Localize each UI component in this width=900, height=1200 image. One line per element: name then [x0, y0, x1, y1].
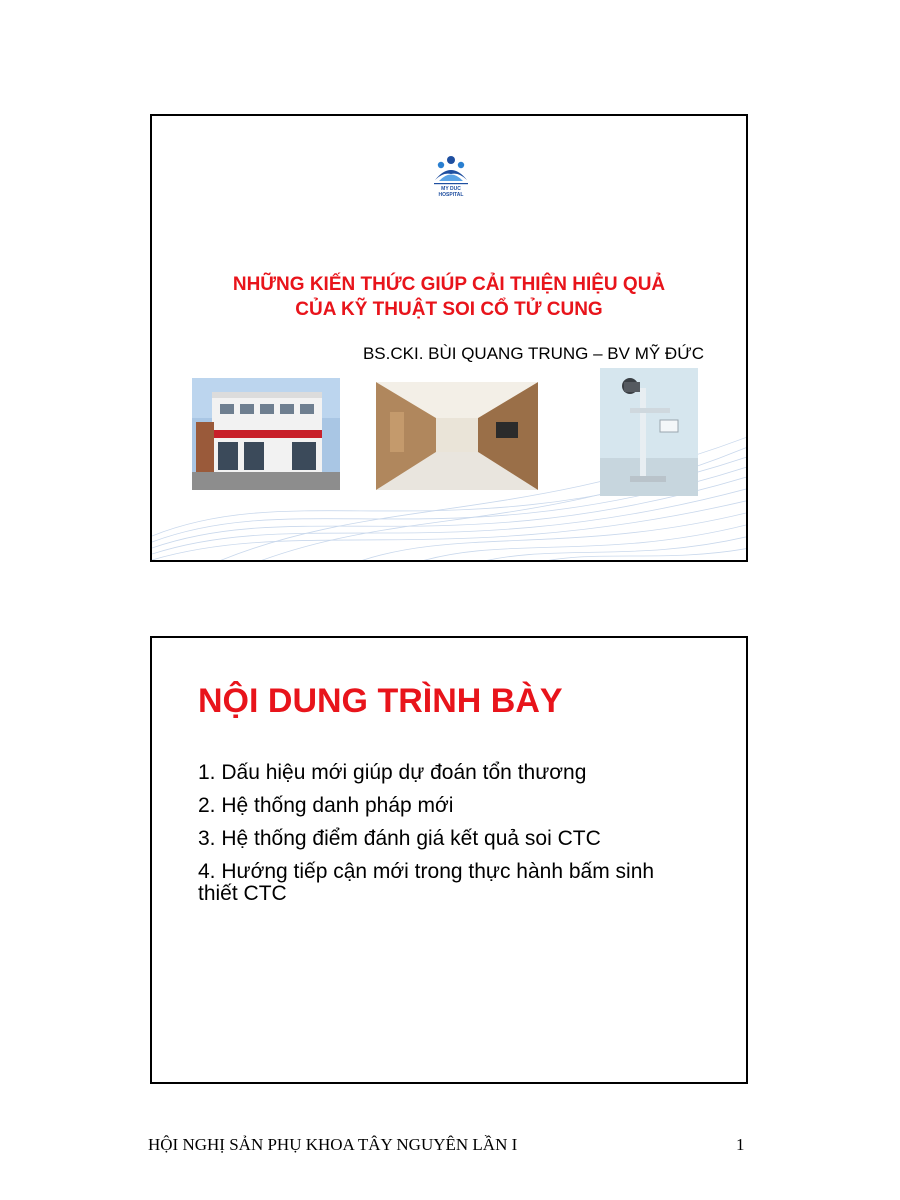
slide-title — [152, 272, 746, 322]
hospital-corridor-photo — [376, 382, 538, 490]
footer-conference-name: HỘI NGHỊ SẢN PHỤ KHOA TÂY NGUYÊN LẦN I — [148, 1135, 518, 1154]
hospital-building-photo — [192, 378, 340, 490]
agenda-slide — [150, 636, 748, 1084]
page-number: 1 — [736, 1135, 745, 1154]
agenda-title: NỘI DUNG TRÌNH BÀY — [198, 682, 563, 720]
agenda-item: 4. Hướng tiếp cận mới trong thực hành bấm sinh thiết CTC — [198, 860, 655, 905]
agenda-item: 2. Hệ thống danh pháp mới — [198, 794, 454, 817]
logo-text-top: MY DUC — [441, 186, 461, 192]
agenda-list — [198, 762, 698, 916]
colposcope-equipment-photo — [600, 368, 698, 496]
agenda-item: 1. Dấu hiệu mới giúp dự đoán tổn thương — [198, 761, 587, 784]
agenda-item: 3. Hệ thống điểm đánh giá kết quả soi CTC — [198, 827, 601, 850]
title-line-2: CỦA KỸ THUẬT SOI CỔ TỬ CUNG — [295, 299, 603, 320]
author-line: BS.CKI. BÙI QUANG TRUNG – BV MỸ ĐỨC — [362, 344, 704, 363]
logo-text-bottom: HOSPITAL — [438, 192, 464, 198]
title-slide — [150, 114, 748, 562]
title-line-1: NHỮNG KIẾN THỨC GIÚP CẢI THIỆN HIỆU QUẢ — [232, 274, 666, 295]
logo-wordmark — [431, 186, 471, 198]
